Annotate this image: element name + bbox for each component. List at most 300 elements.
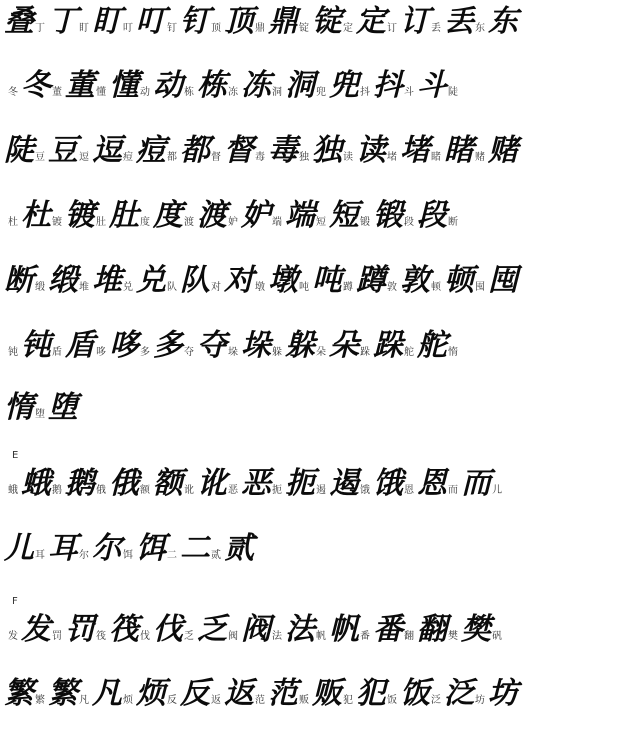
calligraphy-char: 抖 [373,68,402,103]
char-row [0,135,640,167]
printed-char-label: 囤 [475,282,485,293]
calligraphy-char: 扼 [285,466,314,501]
printed-char-label: 饵 [123,550,133,561]
printed-char-label: 赌 [475,152,485,163]
calligraphy-char: 反 [180,676,209,711]
printed-char-label: 东 [475,23,485,34]
char-pair [180,678,224,710]
calligraphy-char: 栋 [197,68,226,103]
calligraphy-char: 丢 [444,4,473,39]
printed-char-label: 樊 [448,631,458,642]
char-pair [180,6,224,38]
calligraphy-char: 番 [373,612,402,647]
char-pair [285,330,329,362]
calligraphy-char: 二 [180,531,209,566]
calligraphy-char: 多 [153,328,182,363]
calligraphy-char: 睹 [444,133,473,168]
calligraphy-char: 坊 [488,676,517,711]
calligraphy-char: 堆 [92,263,121,298]
char-pair [197,70,241,102]
printed-char-label: 订 [387,23,397,34]
char-row [0,678,640,710]
printed-char-label: 督 [211,152,221,163]
calligraphy-char: 讹 [197,466,226,501]
calligraphy-char: 蛾 [21,466,50,501]
char-pair [48,392,77,424]
calligraphy-char: 耳 [48,531,77,566]
printed-char-label: 冻 [228,87,238,98]
calligraphy-char: 罚 [65,612,94,647]
section-letter-e: E [12,450,19,461]
char-pair [373,468,417,500]
char-pair [285,468,329,500]
char-pair [48,6,92,38]
printed-char-label: 都 [167,152,177,163]
calligraphy-char: 镀 [65,198,94,233]
char-pair [329,614,373,646]
char-pair [356,135,400,167]
char-pair [329,70,373,102]
char-pair [197,468,241,500]
char-pair [180,265,224,297]
calligraphy-char: 赌 [488,133,517,168]
printed-char-label: 阀 [228,631,238,642]
char-pair [268,6,312,38]
char-pair [224,135,268,167]
calligraphy-char: 饿 [373,466,402,501]
char-pair [417,468,461,500]
printed-char-label: 兜 [316,87,326,98]
char-pair [0,135,48,167]
calligraphy-char: 囤 [488,263,517,298]
printed-char-label: 痘 [123,152,133,163]
char-pair [268,265,312,297]
printed-char-label: 俄 [96,485,106,496]
printed-char-label: 对 [211,282,221,293]
char-row [0,533,640,565]
calligraphy-char: 盯 [92,4,121,39]
printed-char-label: 抖 [360,87,370,98]
char-pair [400,135,444,167]
char-pair [373,70,417,102]
calligraphy-char: 定 [356,4,385,39]
calligraphy-char: 朵 [329,328,358,363]
calligraphy-char: 度 [153,198,182,233]
calligraphy-char: 乏 [197,612,226,647]
printed-char-label: 伐 [140,631,150,642]
printed-char-label: 鼎 [255,23,265,34]
printed-char-label: 杜 [8,217,18,228]
calligraphy-char: 钝 [21,328,50,363]
calligraphy-char: 吨 [312,263,341,298]
printed-char-label: 短 [316,217,326,228]
char-pair [0,678,48,710]
calligraphy-char: 董 [65,68,94,103]
char-pair [312,135,356,167]
char-pair [417,200,461,232]
printed-char-label: 缎 [35,282,45,293]
printed-char-label: 逗 [79,152,89,163]
printed-char-label: 断 [448,217,458,228]
printed-char-label: 而 [448,485,458,496]
section-letter-f: F [12,596,18,607]
calligraphy-char: 尔 [92,531,121,566]
printed-char-label: 顶 [211,23,221,34]
calligraphy-char: 恶 [241,466,270,501]
printed-char-label: 鹅 [52,485,62,496]
char-pair [109,468,153,500]
char-pair [488,6,517,38]
printed-char-label: 恩 [404,485,414,496]
calligraphy-char: 敦 [400,263,429,298]
char-pair [48,533,92,565]
calligraphy-char: 杜 [21,198,50,233]
char-pair [65,70,109,102]
char-pair [285,614,329,646]
calligraphy-char: 范 [268,676,297,711]
printed-char-label: 洞 [272,87,282,98]
calligraphy-char: 顶 [224,4,253,39]
printed-char-label: 兑 [123,282,133,293]
char-row [0,468,640,500]
calligraphy-char: 叮 [136,4,165,39]
printed-char-label: 动 [140,87,150,98]
calligraphy-char: 钉 [180,4,209,39]
printed-char-label: 毒 [255,152,265,163]
char-pair [21,330,65,362]
char-row [0,330,640,362]
calligraphy-char: 繁 [4,676,33,711]
printed-char-label: 筏 [96,631,106,642]
char-pair [241,330,285,362]
calligraphy-char: 豆 [48,133,77,168]
printed-char-label: 豆 [35,152,45,163]
printed-char-label: 定 [343,23,353,34]
char-pair [153,614,197,646]
calligraphy-char: 逗 [92,133,121,168]
calligraphy-char: 断 [4,263,33,298]
char-pair [48,265,92,297]
char-pair [373,614,417,646]
char-pair [488,678,517,710]
printed-char-label: 矾 [492,631,502,642]
char-pair [92,6,136,38]
char-pair [461,614,505,646]
calligraphy-char: 锻 [373,198,402,233]
printed-char-label: 二 [167,550,177,561]
calligraphy-char: 渡 [197,198,226,233]
printed-char-label: 独 [299,152,309,163]
char-pair [136,265,180,297]
calligraphy-char: 督 [224,133,253,168]
printed-char-label: 肚 [96,217,106,228]
calligraphy-char: 陡 [4,133,33,168]
printed-char-label: 妒 [228,217,238,228]
char-pair [48,678,92,710]
calligraphy-char: 洞 [285,68,314,103]
printed-char-label: 蹲 [343,282,353,293]
char-row [0,6,640,38]
printed-char-label: 堕 [35,409,45,420]
char-pair [373,200,417,232]
printed-char-label: 斗 [404,87,414,98]
calligraphy-char: 堵 [400,133,429,168]
printed-char-label: 盯 [79,23,89,34]
calligraphy-char: 缎 [48,263,77,298]
char-pair [241,468,285,500]
calligraphy-char: 阀 [241,612,270,647]
printed-char-label: 锻 [360,217,370,228]
calligraphy-char: 凡 [92,676,121,711]
printed-char-label: 饭 [387,695,397,706]
printed-char-label: 夺 [184,347,194,358]
calligraphy-char: 顿 [444,263,473,298]
calligraphy-char: 妒 [241,198,270,233]
char-pair [241,70,285,102]
calligraphy-char: 贰 [224,531,253,566]
char-pair [312,265,356,297]
calligraphy-char: 短 [329,198,358,233]
calligraphy-char: 俄 [109,466,138,501]
calligraphy-char: 烦 [136,676,165,711]
calligraphy-char: 舵 [417,328,446,363]
calligraphy-char: 队 [180,263,209,298]
char-pair [136,678,180,710]
char-pair [312,678,356,710]
char-pair [356,6,400,38]
calligraphy-char: 墩 [268,263,297,298]
printed-char-label: 墩 [255,282,265,293]
char-pair [65,468,109,500]
char-row [0,200,640,232]
char-pair [92,135,136,167]
printed-char-label: 蛾 [8,485,18,496]
char-pair [136,135,180,167]
printed-char-label: 返 [211,695,221,706]
printed-char-label: 贰 [211,550,221,561]
char-row [0,392,640,424]
char-pair [0,265,48,297]
printed-char-label: 钉 [167,23,177,34]
calligraphy-char: 鹅 [65,466,94,501]
printed-char-label: 队 [167,282,177,293]
printed-char-label: 扼 [272,485,282,496]
calligraphy-char: 毒 [268,133,297,168]
char-pair [285,200,329,232]
char-pair [417,330,461,362]
char-pair [180,533,224,565]
char-pair [109,614,153,646]
printed-char-label: 读 [343,152,353,163]
char-pair [197,200,241,232]
calligraphy-char: 冻 [241,68,270,103]
calligraphy-char: 犯 [356,676,385,711]
char-pair [329,330,373,362]
printed-char-label: 泛 [431,695,441,706]
char-pair [92,533,136,565]
calligraphy-char: 痘 [136,133,165,168]
printed-char-label: 恶 [228,485,238,496]
printed-char-label: 尔 [79,550,89,561]
char-pair [153,330,197,362]
calligraphy-char: 盾 [65,328,94,363]
printed-char-label: 堵 [387,152,397,163]
char-pair [109,70,153,102]
printed-char-label: 番 [360,631,370,642]
printed-char-label: 锭 [299,23,309,34]
char-pair [224,265,268,297]
calligraphy-char: 叠 [4,4,33,39]
char-pair [444,6,488,38]
printed-char-label: 盾 [52,347,62,358]
calligraphy-char: 懂 [109,68,138,103]
char-pair [268,678,312,710]
printed-char-label: 渡 [184,217,194,228]
printed-char-label: 丁 [35,23,45,34]
char-pair [109,330,153,362]
printed-char-label: 罚 [52,631,62,642]
char-pair [329,200,373,232]
printed-char-label: 堆 [79,282,89,293]
calligraphy-char: 垛 [241,328,270,363]
printed-char-label: 端 [272,217,282,228]
printed-char-label: 反 [167,695,177,706]
char-row [0,614,640,646]
calligraphy-char: 堕 [48,390,77,425]
printed-char-label: 坊 [475,695,485,706]
printed-char-label: 冬 [8,87,18,98]
char-pair [329,468,373,500]
printed-char-label: 遏 [316,485,326,496]
printed-char-label: 额 [140,485,150,496]
calligraphy-char: 伐 [153,612,182,647]
char-pair [488,135,517,167]
calligraphy-char: 遏 [329,466,358,501]
printed-char-label: 翻 [404,631,414,642]
printed-char-label: 帆 [316,631,326,642]
char-pair [444,265,488,297]
char-pair [400,265,444,297]
calligraphy-char: 惰 [4,390,33,425]
char-pair [224,6,268,38]
char-pair [241,200,285,232]
char-pair [400,678,444,710]
char-pair [153,70,197,102]
printed-char-label: 懂 [96,87,106,98]
printed-char-label: 烦 [123,695,133,706]
printed-char-label: 镀 [52,217,62,228]
char-pair [268,135,312,167]
char-pair [417,614,461,646]
printed-char-label: 凡 [79,695,89,706]
char-pair [48,135,92,167]
printed-char-label: 繁 [35,695,45,706]
printed-char-label: 栋 [184,87,194,98]
calligraphy-char: 斗 [417,68,446,103]
calligraphy-char: 鼎 [268,4,297,39]
calligraphy-char: 夺 [197,328,226,363]
char-pair [417,70,461,102]
char-pair [109,200,153,232]
calligraphy-char: 饵 [136,531,165,566]
char-pair [153,200,197,232]
printed-char-label: 跺 [360,347,370,358]
printed-char-label: 范 [255,695,265,706]
printed-char-label: 钝 [8,347,18,358]
calligraphy-char: 跺 [373,328,402,363]
char-pair [285,70,329,102]
calligraphy-char: 东 [488,4,517,39]
char-pair [197,330,241,362]
printed-char-label: 顿 [431,282,441,293]
calligraphy-char: 贩 [312,676,341,711]
printed-char-label: 陡 [448,87,458,98]
printed-char-label: 犯 [343,695,353,706]
calligraphy-char: 繁 [48,676,77,711]
calligraphy-char: 恩 [417,466,446,501]
calligraphy-char: 哆 [109,328,138,363]
char-pair [65,614,109,646]
calligraphy-char: 对 [224,263,253,298]
printed-char-label: 饿 [360,485,370,496]
calligraphy-char: 樊 [461,612,490,647]
char-pair [444,135,488,167]
char-pair [356,678,400,710]
printed-char-label: 乏 [184,631,194,642]
calligraphy-char: 额 [153,466,182,501]
printed-char-label: 叮 [123,23,133,34]
calligraphy-char: 泛 [444,676,473,711]
printed-char-label: 儿 [492,485,502,496]
calligraphy-char: 帆 [329,612,358,647]
printed-char-label: 垛 [228,347,238,358]
calligraphy-char: 读 [356,133,385,168]
calligraphy-char: 翻 [417,612,446,647]
char-pair [136,6,180,38]
char-pair [180,135,224,167]
printed-char-label: 丢 [431,23,441,34]
char-pair [65,330,109,362]
calligraphy-char: 动 [153,68,182,103]
char-pair [461,468,505,500]
printed-char-label: 董 [52,87,62,98]
printed-char-label: 哆 [96,347,106,358]
calligraphy-char: 冬 [21,68,50,103]
char-pair [241,614,285,646]
printed-char-label: 贩 [299,695,309,706]
calligraphy-char: 筏 [109,612,138,647]
char-pair [153,468,197,500]
calligraphy-char: 段 [417,198,446,233]
char-pair [444,678,488,710]
char-pair [21,200,65,232]
calligraphy-char: 饭 [400,676,429,711]
char-pair [224,533,253,565]
char-pair [488,265,517,297]
char-pair [0,6,48,38]
printed-char-label: 发 [8,631,18,642]
printed-char-label: 惰 [448,347,458,358]
char-pair [92,678,136,710]
char-pair [312,6,356,38]
printed-char-label: 躲 [272,347,282,358]
calligraphy-char: 丁 [48,4,77,39]
char-pair [0,533,48,565]
printed-char-label: 吨 [299,282,309,293]
char-row [0,70,640,102]
char-pair [224,678,268,710]
calligraphy-char: 兑 [136,263,165,298]
